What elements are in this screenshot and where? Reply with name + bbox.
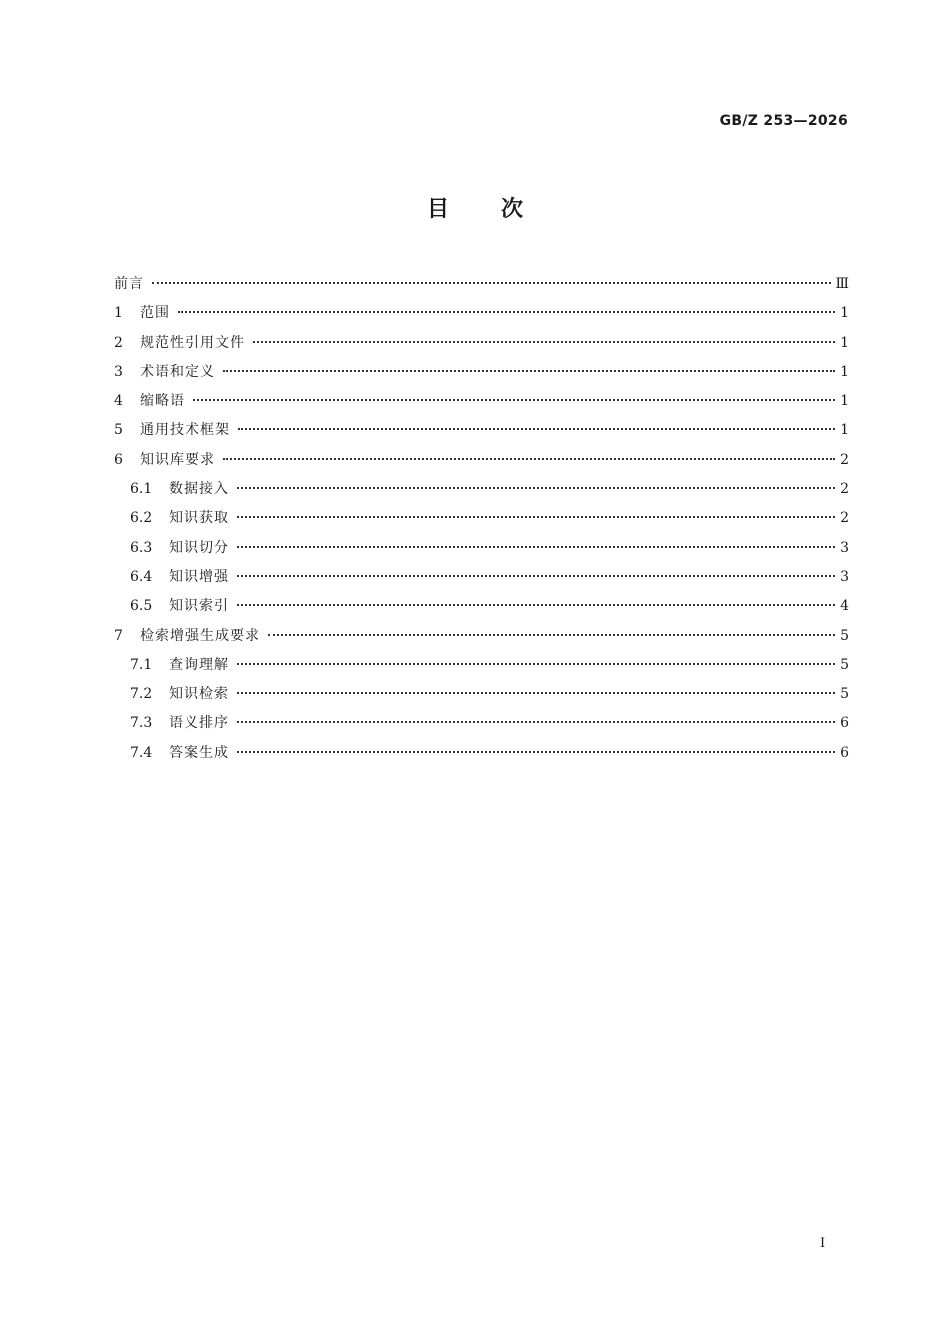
toc-entry[interactable] <box>114 680 849 709</box>
toc-entry-label: 规范性引用文件 <box>140 334 245 351</box>
toc-entry-label: 范围 <box>140 305 170 322</box>
toc-entry-number: 4 <box>114 393 123 410</box>
toc-entry-label: 知识获取 <box>169 510 229 527</box>
toc-dot-leader <box>152 282 831 284</box>
toc-entry-page: 3 <box>840 539 849 556</box>
toc-entry-number: 2 <box>114 334 123 351</box>
page-title: 目次 <box>426 197 575 222</box>
toc-entry-label: 缩略语 <box>140 393 185 410</box>
toc-entry[interactable] <box>114 387 849 416</box>
toc-entry[interactable] <box>114 622 849 651</box>
toc-entry-number: 6.4 <box>130 568 153 585</box>
toc-entry-page: 4 <box>840 598 849 615</box>
toc-entry-label: 通用技术框架 <box>140 422 230 439</box>
toc-entry-label: 查询理解 <box>169 656 229 673</box>
toc-entry-page: 1 <box>840 305 849 322</box>
page-number: Ⅰ <box>820 1236 826 1251</box>
toc-entry-page: 2 <box>840 510 849 527</box>
toc-entry-page: 1 <box>840 334 849 351</box>
toc-dot-leader <box>237 751 835 753</box>
toc-entry-number: 6.2 <box>130 510 153 527</box>
toc-entry-number: 6 <box>114 451 123 468</box>
toc-entry-page: 1 <box>840 363 849 380</box>
document-code: GB/Z 253—2026 <box>719 113 848 129</box>
toc-entry[interactable] <box>114 475 849 504</box>
toc-entry-page: 5 <box>840 686 849 703</box>
toc-dot-leader <box>237 487 835 489</box>
table-of-contents <box>114 270 849 768</box>
toc-entry-label: 知识检索 <box>169 686 229 703</box>
toc-entry[interactable] <box>114 709 849 738</box>
toc-entry-number: 1 <box>114 305 123 322</box>
toc-dot-leader <box>237 692 835 694</box>
toc-entry-page: 6 <box>840 715 849 732</box>
toc-entry[interactable] <box>114 446 849 475</box>
toc-entry-number: 6.3 <box>130 539 153 556</box>
toc-entry[interactable] <box>114 739 849 768</box>
toc-entry-number: 7.3 <box>130 715 153 732</box>
toc-dot-leader <box>237 663 835 665</box>
toc-entry-page: 1 <box>840 422 849 439</box>
toc-entry-label: 检索增强生成要求 <box>140 627 260 644</box>
toc-entry-number: 7.2 <box>130 686 153 703</box>
toc-entry[interactable] <box>114 504 849 533</box>
toc-dot-leader <box>238 428 835 430</box>
toc-entry-page: 1 <box>840 393 849 410</box>
toc-dot-leader <box>193 399 835 401</box>
toc-dot-leader <box>237 721 835 723</box>
toc-entry-page: 3 <box>840 568 849 585</box>
toc-entry[interactable] <box>114 270 849 299</box>
toc-entry[interactable] <box>114 329 849 358</box>
toc-entry-number: 3 <box>114 363 123 380</box>
toc-entry-number: 7.4 <box>130 744 153 761</box>
toc-entry-label: 知识增强 <box>169 568 229 585</box>
toc-entry-page: Ⅲ <box>835 276 849 292</box>
toc-entry-label: 知识库要求 <box>140 451 215 468</box>
toc-dot-leader <box>253 341 835 343</box>
toc-entry-label: 语义排序 <box>169 715 229 732</box>
toc-entry[interactable] <box>114 299 849 328</box>
toc-entry[interactable] <box>114 416 849 445</box>
toc-entry-page: 2 <box>840 451 849 468</box>
toc-entry[interactable] <box>114 592 849 621</box>
toc-entry[interactable] <box>114 651 849 680</box>
toc-dot-leader <box>237 575 835 577</box>
toc-entry-page: 2 <box>840 481 849 498</box>
toc-entry-label: 数据接入 <box>169 481 229 498</box>
toc-dot-leader <box>237 546 835 548</box>
toc-entry-number: 7.1 <box>130 656 153 673</box>
toc-dot-leader <box>268 634 835 636</box>
toc-dot-leader <box>178 311 835 313</box>
toc-dot-leader <box>237 516 835 518</box>
toc-entry-page: 5 <box>840 627 849 644</box>
toc-entry-number: 7 <box>114 627 123 644</box>
toc-entry-number: 5 <box>114 422 123 439</box>
toc-dot-leader <box>237 604 835 606</box>
toc-entry[interactable] <box>114 563 849 592</box>
toc-dot-leader <box>223 458 835 460</box>
toc-entry-label: 知识切分 <box>169 539 229 556</box>
toc-entry-label: 知识索引 <box>169 598 229 615</box>
toc-entry-label: 答案生成 <box>169 744 229 761</box>
toc-dot-leader <box>223 370 835 372</box>
toc-entry-number: 6.5 <box>130 598 153 615</box>
toc-entry-label: 前言 <box>114 276 144 292</box>
toc-entry[interactable] <box>114 534 849 563</box>
toc-entry-page: 6 <box>840 744 849 761</box>
toc-entry[interactable] <box>114 358 849 387</box>
toc-entry-label: 术语和定义 <box>140 363 215 380</box>
toc-entry-number: 6.1 <box>130 481 153 498</box>
toc-entry-page: 5 <box>840 656 849 673</box>
